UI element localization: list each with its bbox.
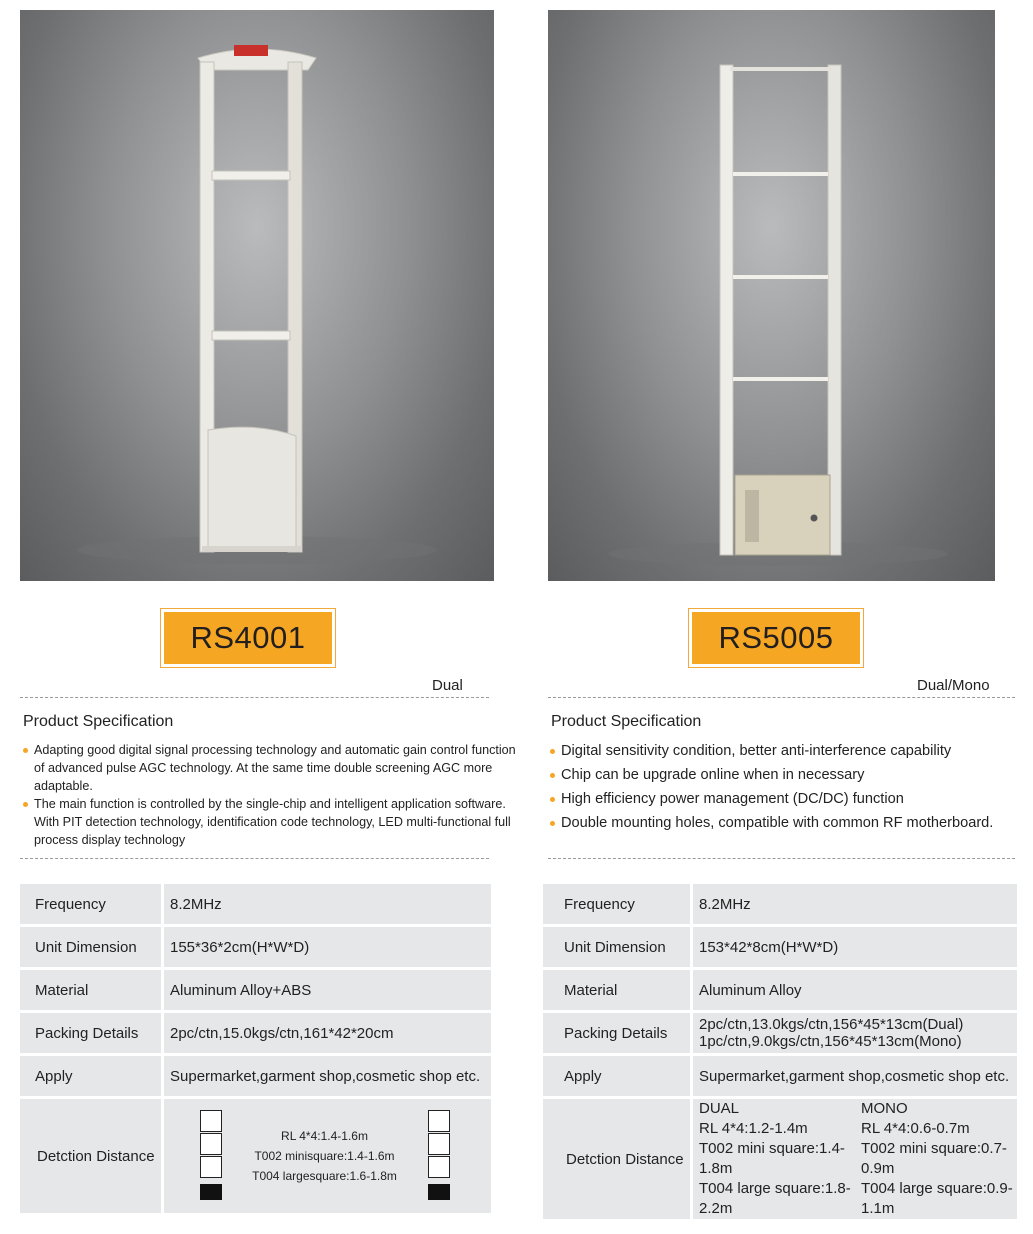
feature-item: Digital sensitivity condition, better anti-interference capability — [549, 739, 1033, 763]
material-value: Aluminum Alloy+ABS — [164, 970, 491, 1010]
mono-distance: T004 large square:0.9-1.1m — [861, 1180, 1013, 1217]
dimension-label: Unit Dimension — [543, 927, 693, 967]
packing-dual: 2pc/ctn,13.0kgs/ctn,156*45*13cm(Dual) — [699, 1016, 964, 1033]
frequency-value: 8.2MHz — [164, 884, 491, 924]
table-row — [543, 1013, 1017, 1053]
spec-table-rs4001 — [20, 881, 491, 1216]
model-badge-rs5005 — [688, 608, 864, 668]
packing-value: 2pc/ctn,15.0kgs/ctn,161*42*20cm — [164, 1013, 491, 1053]
feature-item: Double mounting holes, compatible with common RF motherboard. — [549, 811, 1033, 835]
distance-line: T004 largesquare:1.6-1.8m — [252, 1169, 397, 1183]
dual-distance: RL 4*4:1.2-1.4m — [699, 1120, 808, 1137]
product-photo-rs4001 — [20, 10, 494, 581]
antenna-image-rs5005 — [548, 10, 995, 581]
frequency-label: Frequency — [20, 884, 164, 924]
product-photo-rs5005 — [548, 10, 995, 581]
detection-label: Detction Distance — [20, 1099, 164, 1213]
material-label: Material — [20, 970, 164, 1010]
detection-label: Detction Distance — [543, 1099, 693, 1219]
table-row — [543, 884, 1017, 924]
divider — [548, 858, 1015, 859]
table-row — [20, 1056, 491, 1096]
apply-value: Supermarket,garment shop,cosmetic shop etc. — [693, 1056, 1017, 1096]
divider — [20, 697, 489, 698]
dual-distance: T004 large square:1.8-2.2m — [699, 1180, 851, 1217]
material-value: Aluminum Alloy — [693, 970, 1017, 1010]
table-row — [543, 927, 1017, 967]
antenna-diagram-icon — [200, 1110, 222, 1201]
mono-header: MONO — [861, 1100, 908, 1117]
spec-title-rs4001: Product Specification — [23, 713, 174, 730]
table-row — [20, 970, 491, 1010]
packing-mono: 1pc/ctn,9.0kgs/ctn,156*45*13cm(Mono) — [699, 1033, 962, 1050]
mono-distance: T002 mini square:0.7-0.9m — [861, 1140, 1007, 1177]
antenna-image-rs4001 — [20, 10, 494, 581]
antenna-diagram-icon — [428, 1110, 450, 1201]
dimension-label: Unit Dimension — [20, 927, 164, 967]
detection-grid — [699, 1099, 1017, 1219]
feature-item: Adapting good digital signal processing technology and automatic gain control function of advanced pulse AGC technology. At the same time double screening AGC more adaptable. — [22, 741, 522, 795]
table-row — [543, 1056, 1017, 1096]
table-row — [543, 970, 1017, 1010]
dual-distance: T002 mini square:1.4-1.8m — [699, 1140, 845, 1177]
detection-value — [693, 1099, 1017, 1219]
feature-list-rs4001 — [22, 741, 522, 849]
frequency-value: 8.2MHz — [693, 884, 1017, 924]
table-row — [20, 884, 491, 924]
spec-title-rs5005: Product Specification — [551, 713, 702, 730]
table-row — [20, 1013, 491, 1053]
model-badge-rs4001 — [160, 608, 336, 668]
divider — [20, 858, 489, 859]
distance-line: RL 4*4:1.4-1.6m — [281, 1129, 368, 1143]
apply-value: Supermarket,garment shop,cosmetic shop etc. — [164, 1056, 491, 1096]
dual-header: DUAL — [699, 1100, 740, 1117]
table-row — [543, 1099, 1017, 1219]
feature-list-rs5005 — [549, 739, 1033, 835]
apply-label: Apply — [20, 1056, 164, 1096]
feature-item: High efficiency power management (DC/DC) function — [549, 787, 1033, 811]
table-row — [20, 1099, 491, 1213]
model-name: RS5005 — [692, 612, 860, 664]
material-label: Material — [543, 970, 693, 1010]
packing-label: Packing Details — [20, 1013, 164, 1053]
dimension-value: 153*42*8cm(H*W*D) — [693, 927, 1017, 967]
apply-label: Apply — [543, 1056, 693, 1096]
frequency-label: Frequency — [543, 884, 693, 924]
feature-item: The main function is controlled by the single-chip and intelligent application software. With PIT detection technology, identification code technology, LED multi-functional full process display technology — [22, 795, 522, 849]
spec-table-rs5005 — [543, 881, 1017, 1222]
distance-line: T002 minisquare:1.4-1.6m — [254, 1149, 395, 1163]
packing-value — [693, 1013, 1017, 1053]
dimension-value: 155*36*2cm(H*W*D) — [164, 927, 491, 967]
detection-value — [164, 1099, 491, 1213]
model-name: RS4001 — [164, 612, 332, 664]
feature-item: Chip can be upgrade online when in necessary — [549, 763, 1033, 787]
variant-label-rs5005: Dual/Mono — [917, 677, 990, 694]
variant-label-rs4001: Dual — [432, 677, 463, 694]
divider — [548, 697, 1015, 698]
table-row — [20, 927, 491, 967]
packing-label: Packing Details — [543, 1013, 693, 1053]
detection-distances — [228, 1126, 421, 1186]
mono-distance: RL 4*4:0.6-0.7m — [861, 1120, 970, 1137]
